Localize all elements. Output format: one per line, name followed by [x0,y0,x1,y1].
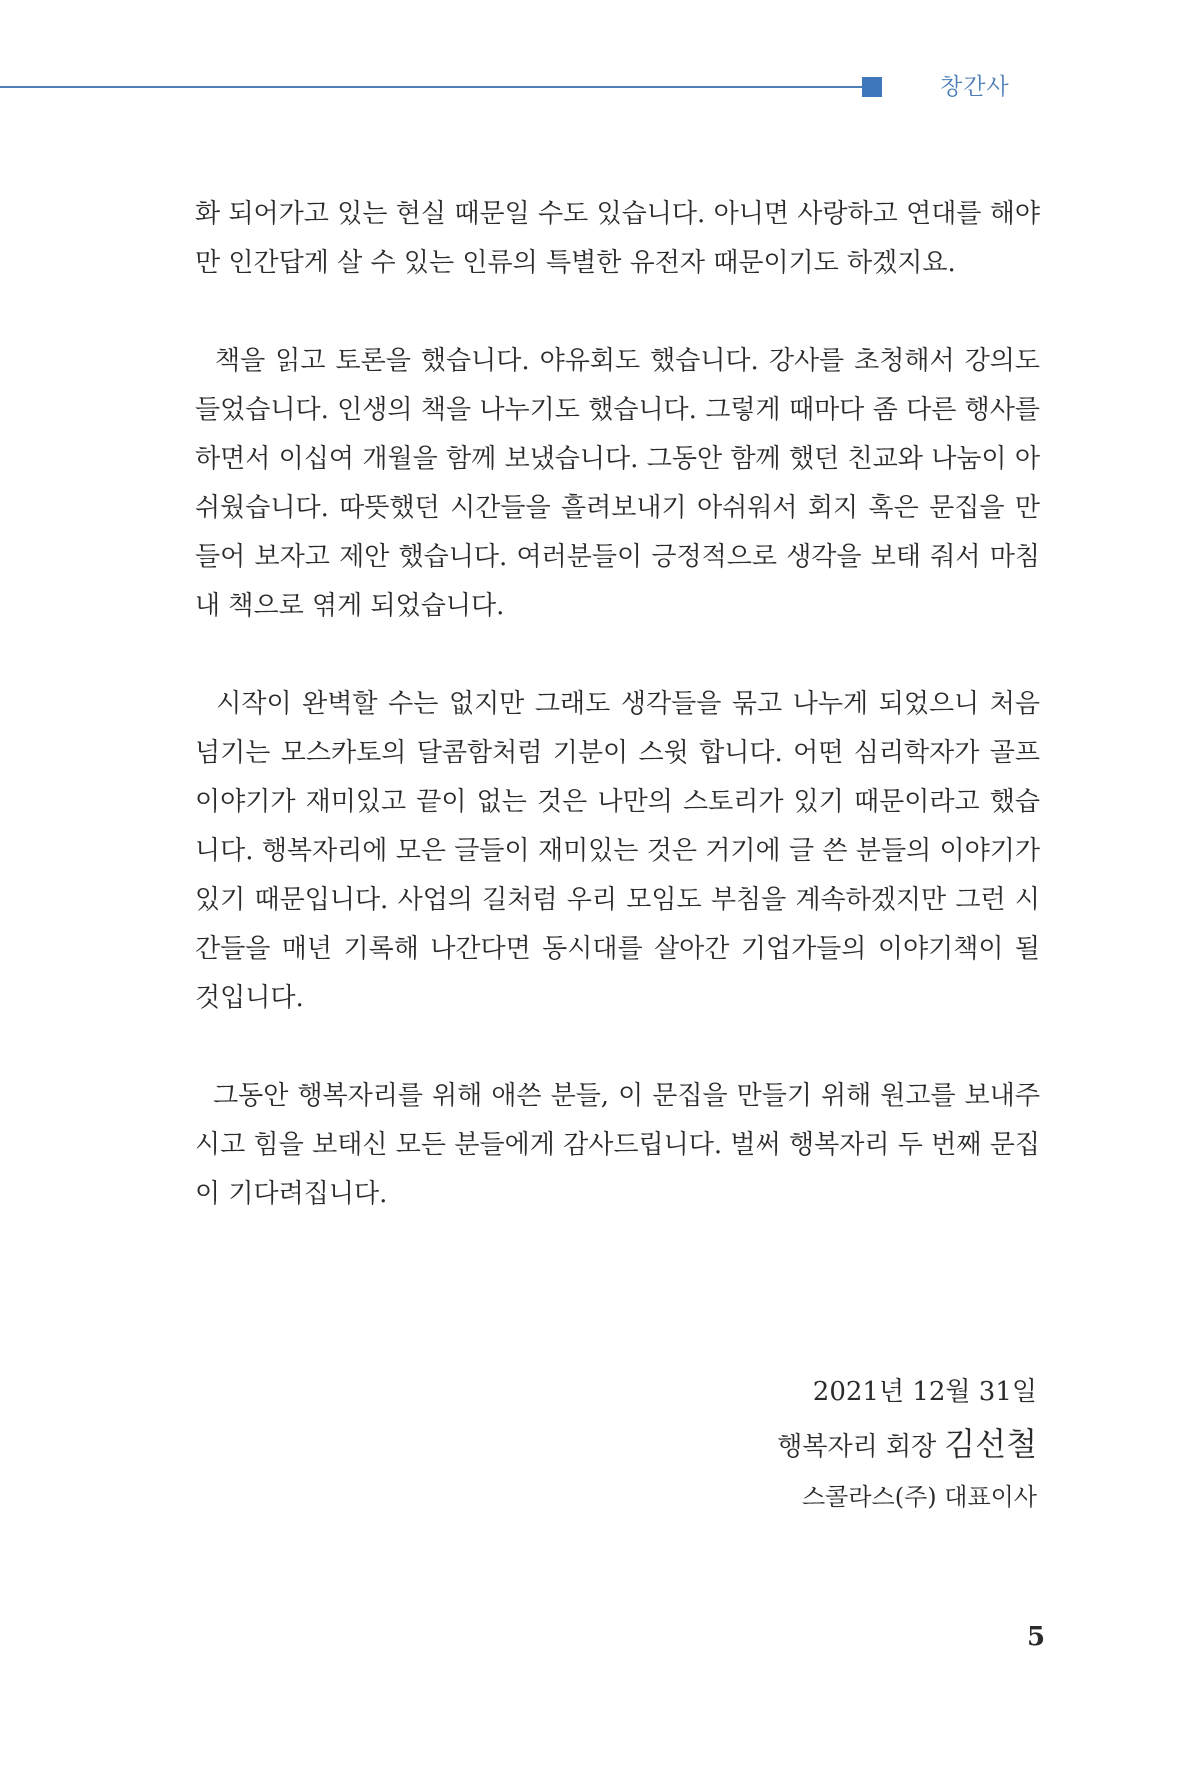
paragraph: 그동안 행복자리를 위해 애쓴 분들, 이 문집을 만들기 위해 원고를 보내주시고 힘을 보태신 모든 분들에게 감사드립니다. 벌써 행복자리 두 번째 문집이 기다려집니다. [195,1081,1040,1209]
paragraph: 화 되어가고 있는 현실 때문일 수도 있습니다. 아니면 사랑하고 연대를 해야만 인간답게 살 수 있는 인류의 특별한 유전자 때문이기도 하겠지요. [195,199,1040,278]
paragraph: 시작이 완벽할 수는 없지만 그래도 생각들을 묶고 나누게 되었으니 처음 넘기는 모스카토의 달콤함처럼 기분이 스윗 합니다. 어떤 심리학자가 골프 이야기가 재미있고 끝이 없는 것은 나만의 스토리가 있기 때문이라고 했습니다. 행복자리에 모은 글들이 재미있는 것은 거기에 글 쓴 분들의 이야기가 있기 때문입니다. 사업의 길처럼 우리 모임도 부침을 계속하겠지만 그런 시간들을 매년 기록해 나간다면 동시대를 살아간 기업가들의 이야기책이 될 것입니다. [195,689,1049,1013]
signature-name: 김선철 [944,1425,1037,1463]
signature-role: 행복자리 회장 [777,1432,937,1462]
signature-block [777,1372,1037,1517]
signature-role-line [777,1422,1037,1469]
signature-company: 스콜라스(주) 대표이사 [801,1483,1037,1511]
signature-date: 2021년 12월 31일 [812,1377,1037,1407]
body-text [195,190,1049,1268]
paragraph: 책을 읽고 토론을 했습니다. 야유회도 했습니다. 강사를 초청해서 강의도 들었습니다. 인생의 책을 나누기도 했습니다. 그렇게 때마다 좀 다른 행사를 하면서 이십여 개월을 함께 보냈습니다. 그동안 함께 했던 친교와 나눔이 아쉬웠습니다. 따뜻했던 시간들을 흘려보내기 아쉬워서 회지 혹은 문집을 만들어 보자고 제안 했습니다. 여러분들이 긍정적으로 생각을 보태 줘서 마침내 책으로 엮게 되었습니다. [195,346,1049,621]
page-number: 5 [1027,1622,1046,1652]
section-title: 창간사 [940,74,1010,100]
header-square-marker [862,77,882,97]
header-rule [0,86,862,88]
